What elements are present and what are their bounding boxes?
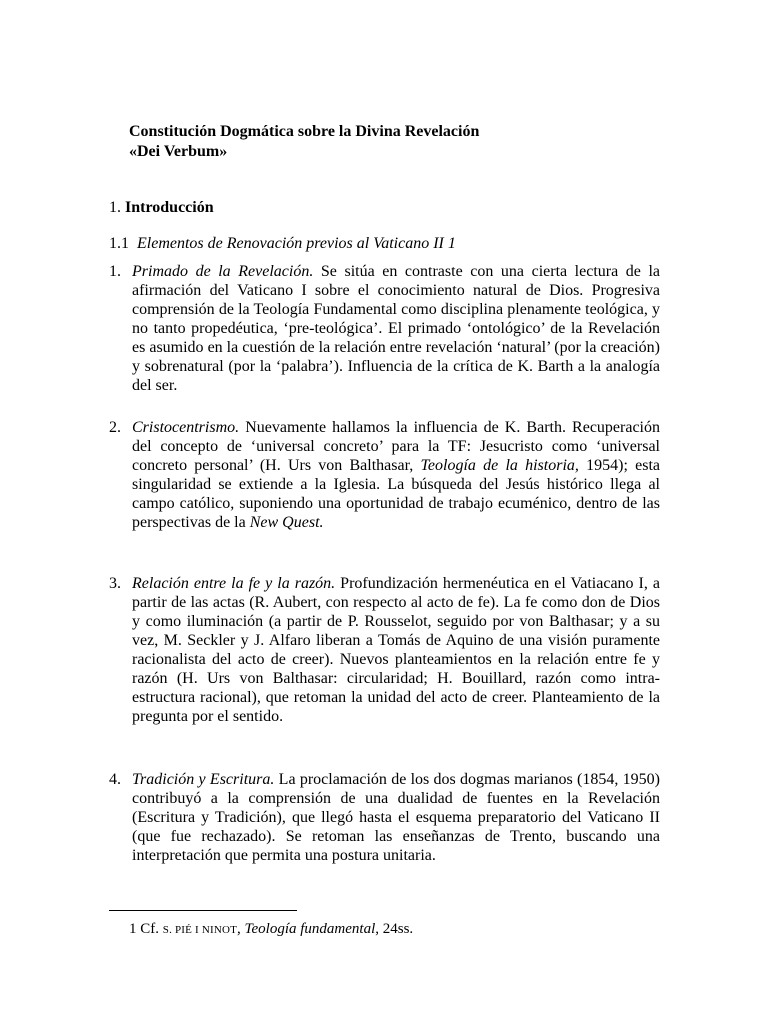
list-item-number: 4. — [109, 771, 121, 788]
list-item-lead: Primado de la Revelación. — [132, 263, 314, 280]
list-item-number: 3. — [109, 575, 121, 592]
list-item-italic: New Quest. — [249, 514, 324, 531]
list-item-text: Profundización hermenéutica en el Vatiacano I, a partir de las actas (R. Aubert, con respecto al acto de fe). La fe como don de Dios y como iluminación (a partir de P. Rousselot, seguido por von Balthasar; y a su vez, M. Seckler y J. Alfaro liberan a Tomás de Aquino de una visión puramente racionalista del acto de creer). Nuevos planteamientos en la relación entre fe y razón (H. Urs von Balthasar: circularidad; H. Bouillard, razón como intra-estructura racional), que retoman la unidad del acto de creer. Planteamiento de la pregunta por el sentido. — [132, 575, 660, 725]
footnote-author: S. PIÉ I NINOT — [162, 924, 238, 936]
list-item-body — [132, 418, 660, 532]
footnote-separator — [109, 910, 297, 911]
list-item — [109, 418, 660, 532]
subsection-label: Elementos de Renovación previos al Vaticano II 1 — [137, 235, 456, 252]
list-item — [109, 574, 660, 726]
list-item — [109, 262, 660, 395]
section-label: Introducción — [125, 199, 214, 216]
list-item-lead: Tradición y Escritura. — [132, 771, 275, 788]
section-heading — [109, 198, 214, 218]
list-item-lead: Relación entre la fe y la razón. — [132, 575, 336, 592]
footnote: 1 Cf. S. PIÉ I NINOT, Teología fundamental, 24ss. — [129, 921, 414, 937]
footnote-cf: Cf. — [140, 921, 159, 937]
footnote-pages: , 24ss. — [375, 921, 414, 937]
list-item-italic: Teología de la historia, — [420, 457, 579, 474]
list-item-text: Nuevamente hallamos la influencia de K. Barth. Recuperación del concepto de ‘universal concreto’ para la TF: Jesucristo como ‘universal concreto personal’ (H. Urs von Balthasar, — [132, 419, 660, 474]
subsection-number: 1.1 — [109, 235, 129, 252]
list-item-text: 1954); esta singularidad se extiende a la Iglesia. La búsqueda del Jesús histórico llega al campo católico, suponiendo una oportunidad de trabajo ecuménico, dentro de las perspectivas de la — [132, 457, 660, 531]
list-item-body — [132, 770, 660, 865]
list-item-number: 2. — [109, 419, 121, 436]
list-item-body — [132, 574, 660, 726]
title-line-2: «Dei Verbum» — [129, 143, 228, 160]
footnote-work: Teología fundamental — [244, 921, 376, 937]
document-title — [129, 122, 479, 162]
list-item-text: Se sitúa en contraste con una cierta lectura de la afirmación del Vaticano I sobre el conocimiento natural de Dios. Progresiva comprensión de la Teología Fundamental como disciplina plenamente teológica, y no tanto propedéutica, ‘pre-teológica’. El primado ‘ontológico’ de la Revelación es asumido en la cuestión de la relación entre revelación ‘natural’ (por la creación) y sobrenatural (por la ‘palabra’). Influencia de la crítica de K. Barth a la analogía del ser. — [132, 263, 660, 394]
list-item-body — [132, 262, 660, 395]
subsection-heading — [109, 234, 456, 254]
title-line-1: Constitución Dogmática sobre la Divina Revelación — [129, 123, 480, 140]
footnote-marker: 1 — [129, 921, 137, 937]
list-item-text: La proclamación de los dos dogmas marianos (1854, 1950) contribuyó a la comprensión de una dualidad de fuentes en la Revelación (Escritura y Tradición), que llegó hasta el esquema preparatorio del Vaticano II (que fue rechazado). Se retoman las enseñanzas de Trento, buscando una interpretación que permita una postura unitaria. — [132, 771, 661, 864]
list-item-number: 1. — [109, 263, 121, 280]
section-number: 1. — [109, 199, 121, 216]
list-item — [109, 770, 660, 865]
list-item-lead: Cristocentrismo. — [132, 419, 240, 436]
